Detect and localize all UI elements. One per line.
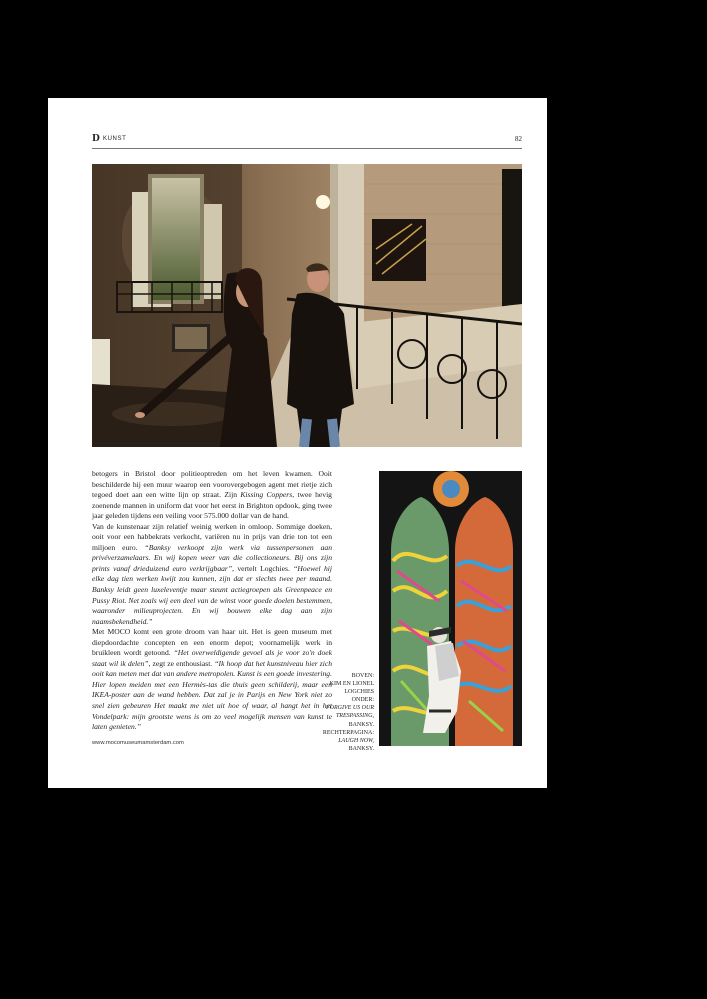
photo-caption: BOVEN: KIM EN LIONEL LOGCHIES ONDER: FORGIVE US OUR TRESPASSING, BANKSY. RECHTERPAGINA: LAUGH NOW, BANKSY. — [322, 673, 374, 752]
header-rule — [92, 148, 522, 149]
article-paragraph: Met MOCO komt een grote droom van haar uit. Het is geen museum met diepdoordachte concepten en een enorm depot; voornamelijk werk in bruikleen wordt getoond. “Het overweldigende gevoel als je voor zo'n doek staat wil ik delen”, zegt ze enthousiast. “Ik hoop dat het kunstniveau hier zich ooit kan meten met dat van andere metropolen. Kunst is een goede investering. Hier lopen meiden met een Hermès-tas die thuis geen schilderij, maar een IKEA-poster aan de wand hebben. Dat zal je in Parijs en New York niet zo snel zien gebeuren Het maakt me niet uit hoe of waar, al hangt het in het Vondelpark: mijn grootste wens is om zo veel mogelijk mensen van kunst te laten genieten.” — [92, 627, 332, 732]
magazine-logo: D — [92, 134, 100, 144]
banksy-artwork-image — [379, 471, 522, 746]
magazine-page — [48, 98, 547, 788]
main-photo-image — [92, 164, 522, 447]
section-label: KUNST — [103, 136, 127, 142]
banksy-artwork — [379, 471, 522, 746]
main-photo — [92, 164, 522, 447]
article-body — [92, 469, 332, 733]
museum-url[interactable]: www.mocomuseumamsterdam.com — [92, 740, 184, 746]
article-paragraph: betogers in Bristol door politieoptreden om het leven kwamen. Ooit beschilderde hij een muur waarop een voorovergebogen agent met rietje zich tegoed doet aan een witte lijn op straat. Zijn Kissing Coppers, twee hevig zoenende mannen in uniform dat voor het eerst in Brighton opdook, ging twee jaar geleden tijdens een veiling voor 575.000 dollar van de hand. — [92, 469, 332, 521]
page-number: 82 — [515, 135, 522, 143]
article-paragraph: Van de kunstenaar zijn relatief weinig werken in omloop. Sommige doeken, ooit voor een habbekrats verkocht, variëren nu in prijs van drie ton tot een miljoen euro. “Banksy verkoopt zijn werk via tussenpersonen aan privéverzamelaars. En wij kopen weer van die collectioneurs. Bij ons zijn prints vanaf drieduizend euro verkrijgbaar”, vertelt Logchies. “Hoewel hij elke dag tien werken kwijt zou kunnen, zijn dat er slechts twee per maand. Banksy leidt geen luxeleventje maar steunt actiegroepen als Greenpeace en Pussy Riot. Net zoals wij een deel van de winst voor goede doelen bestemmen, waaronder milieuprojecten. En wij bouwen elke dag aan zijn naamsbekendheid.” — [92, 521, 333, 626]
page-header — [92, 134, 522, 146]
